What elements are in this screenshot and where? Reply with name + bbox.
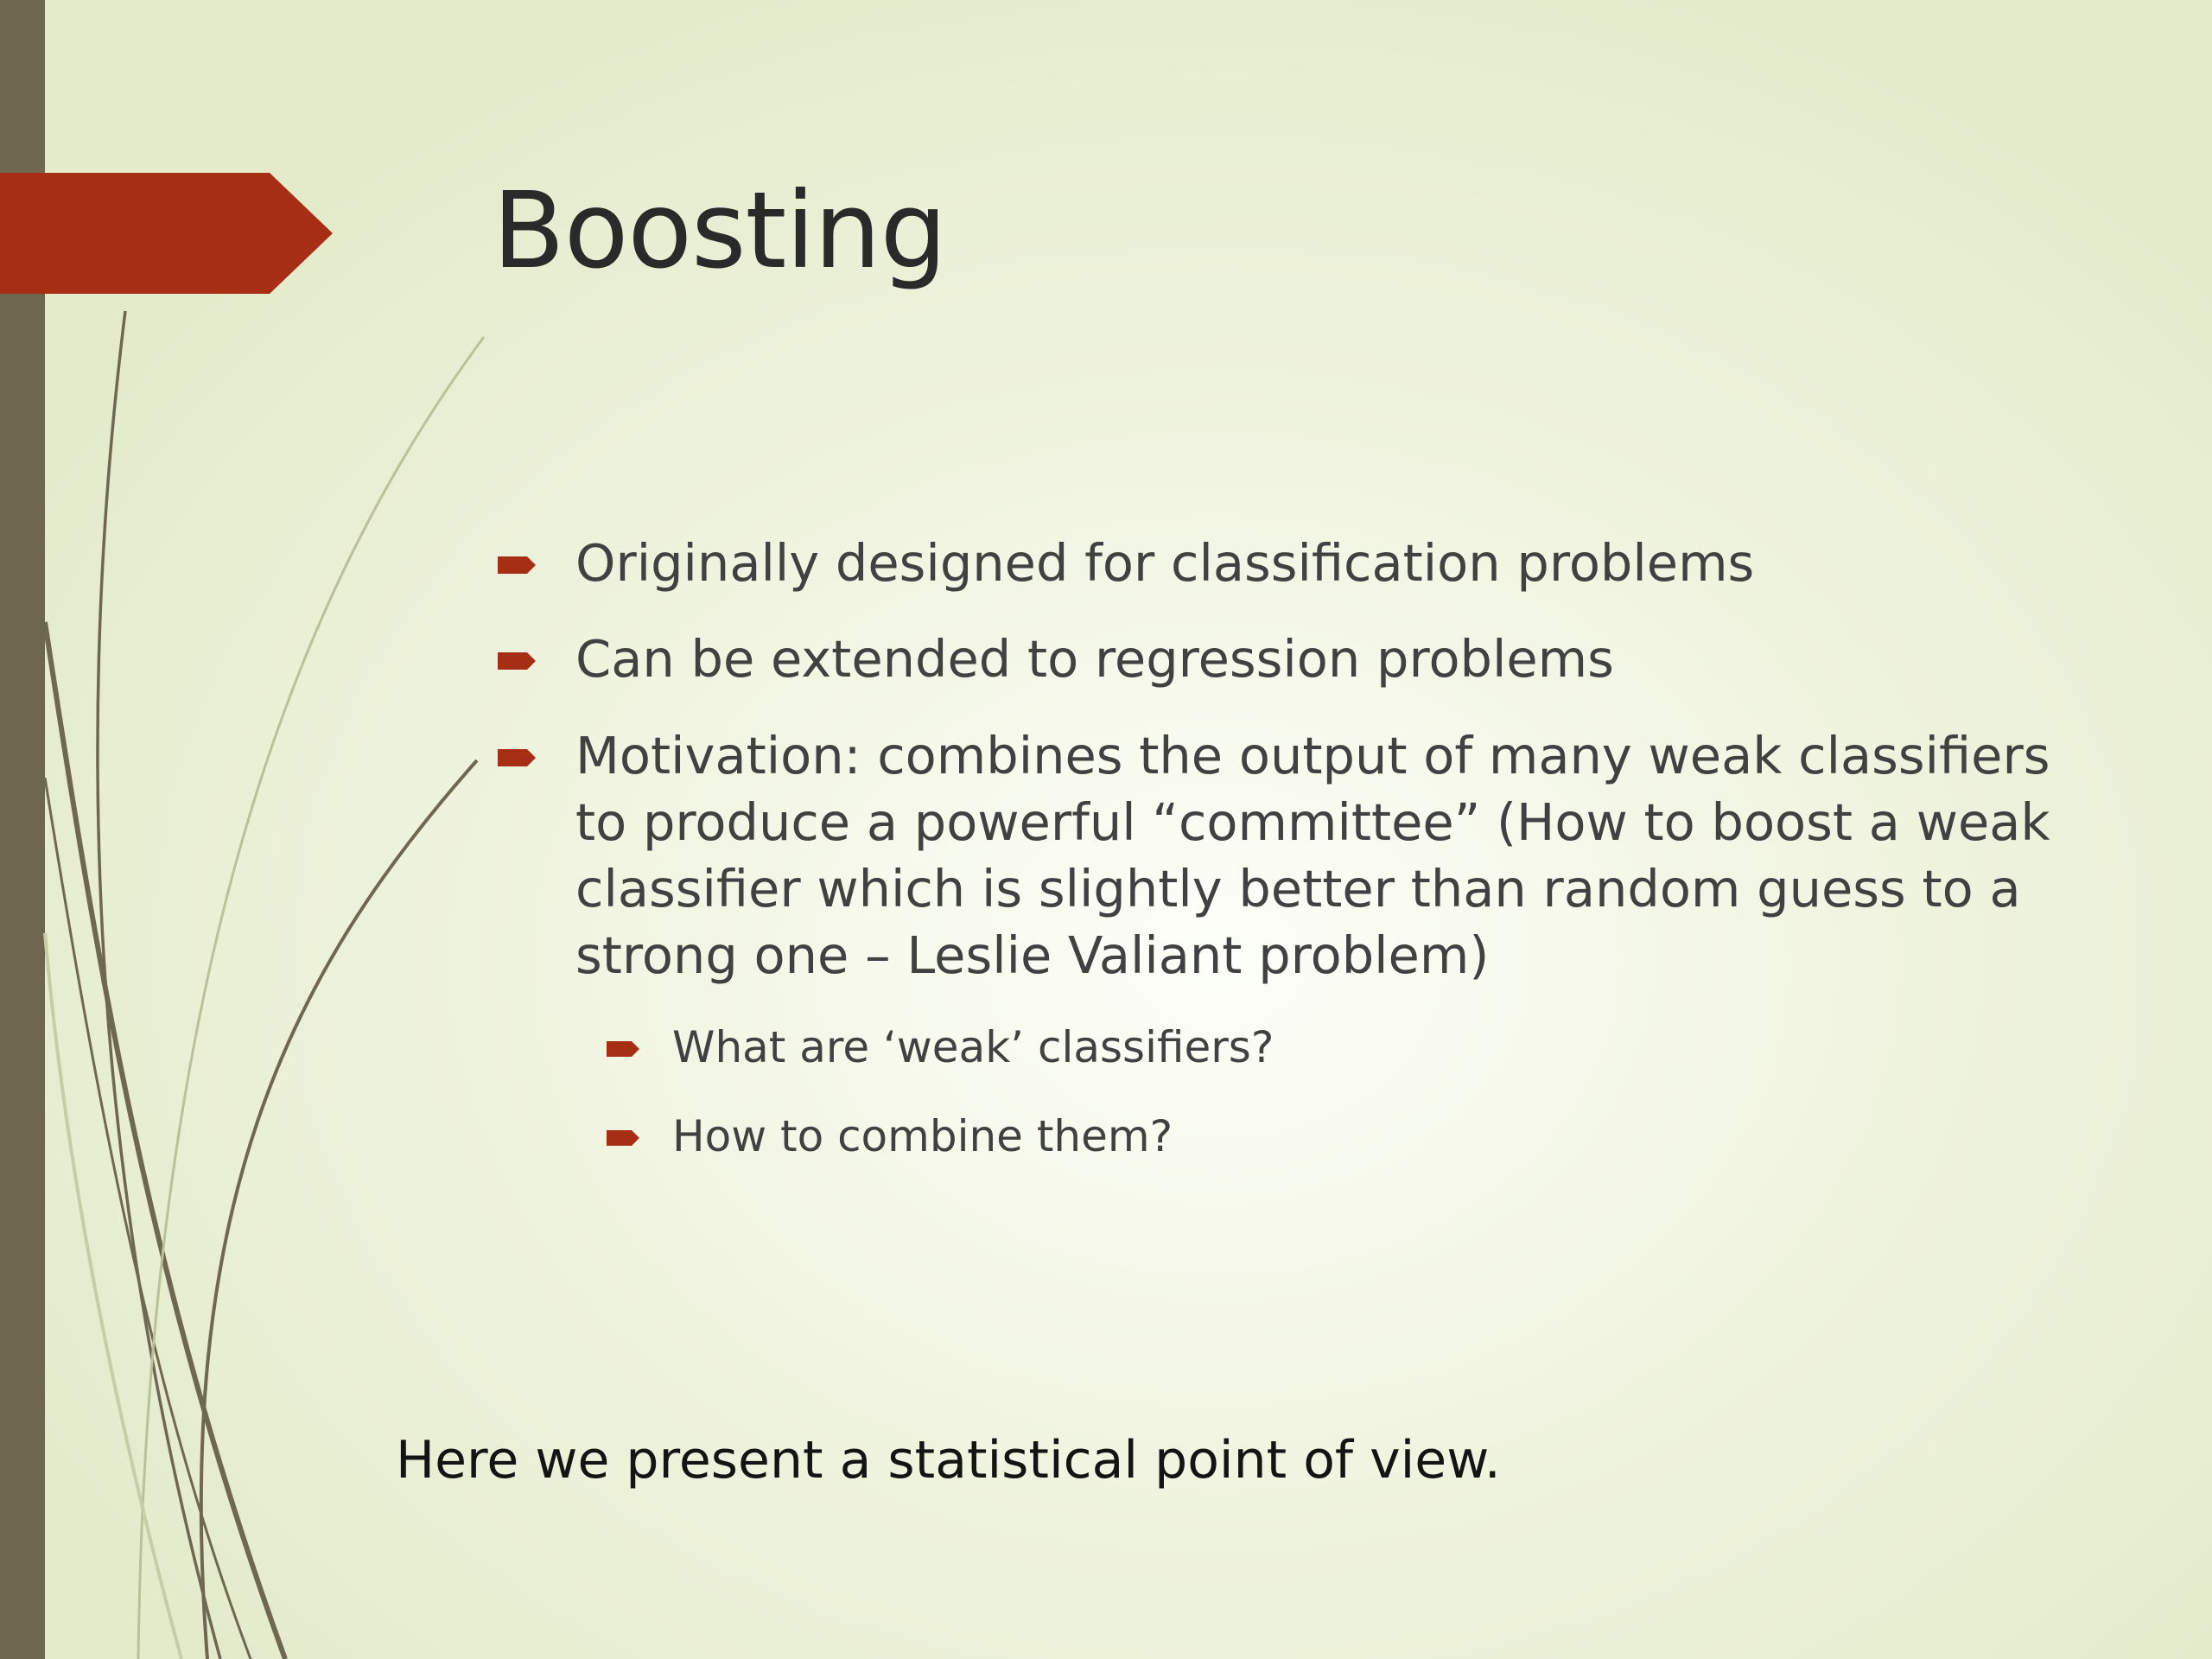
sub-bullet-item <box>672 1109 1968 1163</box>
bullet-item <box>575 626 2062 692</box>
bullet-text: Motivation: combines the output of many weak classifiers to produce a powerful “committee” (How to boost a weak classifier which is slightly better than random guess to a strong one – Leslie Valiant problem) <box>575 726 2050 985</box>
bullet-item <box>575 722 2062 988</box>
bullet-item <box>575 530 2062 596</box>
slide-title: Boosting <box>493 169 947 292</box>
sub-bullet-text: How to combine them? <box>672 1111 1173 1161</box>
arrow-bullet-icon <box>496 749 537 766</box>
sub-bullet-item <box>672 1020 1968 1074</box>
sub-bullet-text: What are ‘weak’ classifiers? <box>672 1022 1274 1072</box>
footnote-text: Here we present a statistical point of view. <box>396 1430 1501 1491</box>
bullet-text: Can be extended to regression problems <box>575 629 1614 689</box>
arrow-bullet-icon <box>496 556 537 574</box>
arrow-bullet-icon <box>496 652 537 670</box>
bullet-text: Originally designed for classification problems <box>575 533 1755 593</box>
arrow-bullet-icon <box>605 1130 641 1146</box>
arrow-bullet-icon <box>605 1041 641 1057</box>
